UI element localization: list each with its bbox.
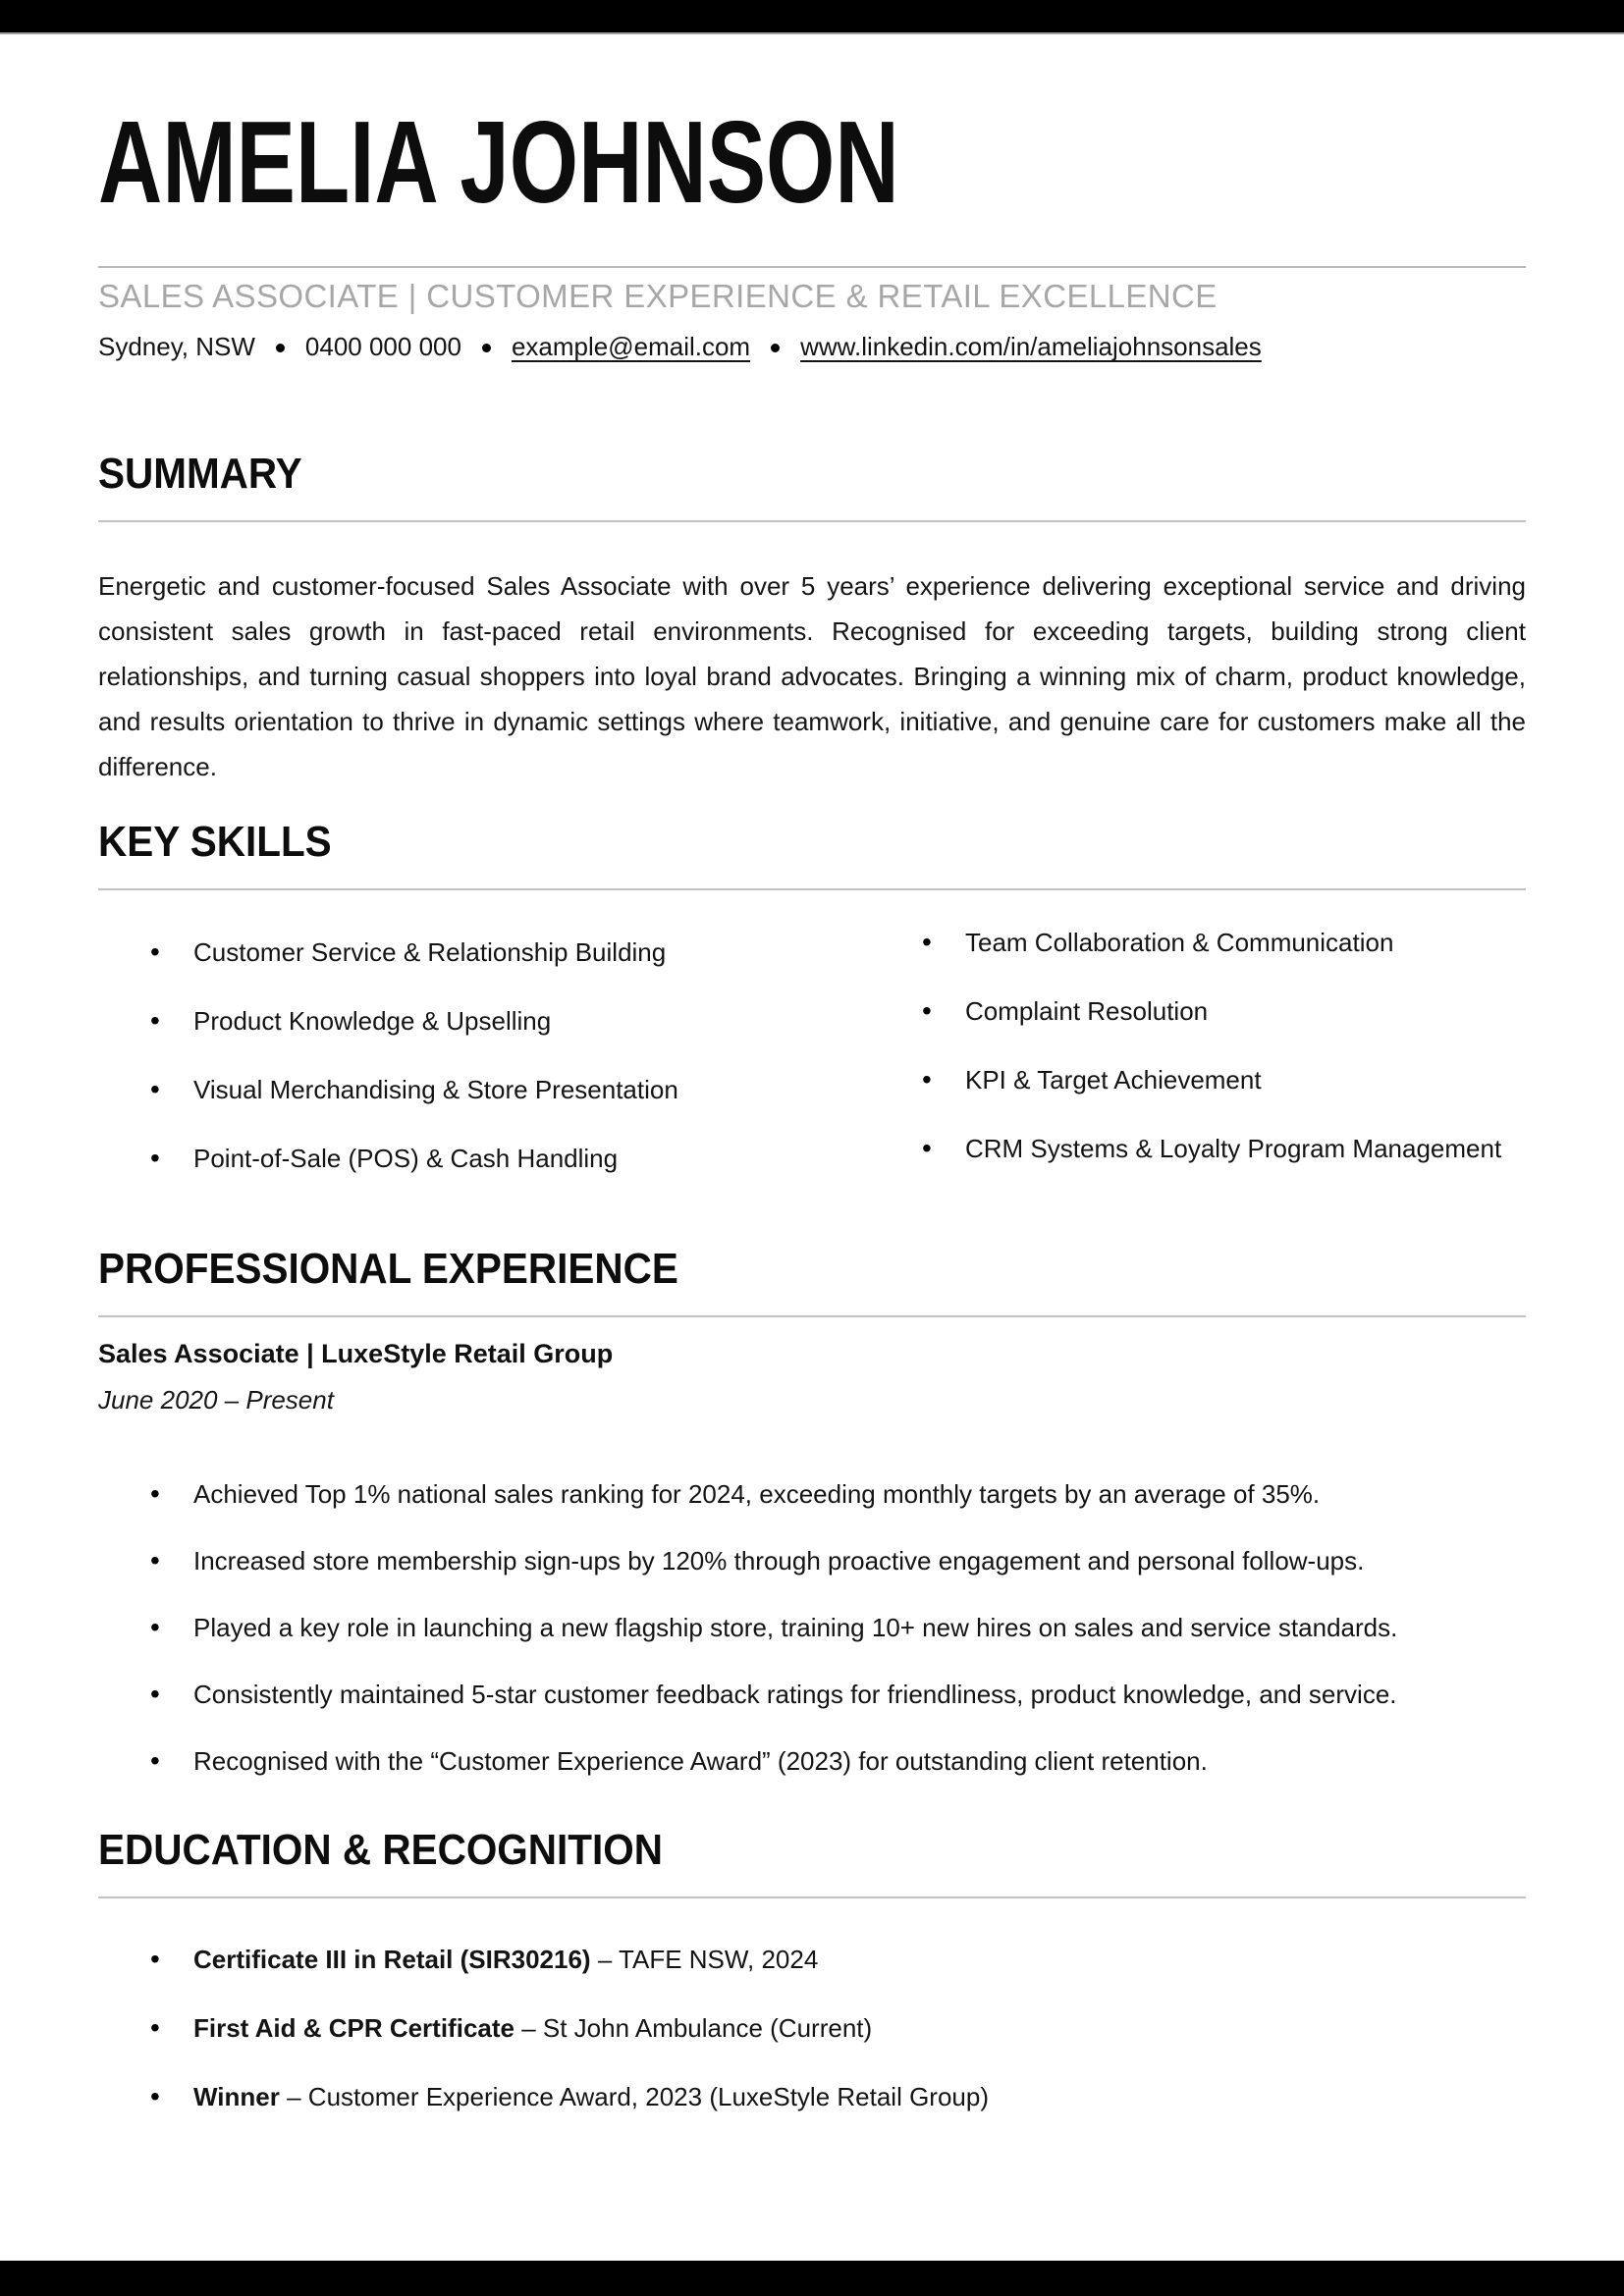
section-divider [98,1315,1526,1317]
education-item-detail: – Customer Experience Award, 2023 (LuxeStyle Retail Group) [279,2082,989,2111]
education-item-lead: Certificate III in Retail (SIR30216) [193,1945,591,1974]
contact-linkedin-link[interactable]: www.linkedin.com/in/ameliajohnsonsales [800,332,1262,361]
skill-item: • Visual Merchandising & Store Presentation [193,1067,922,1112]
section-key-skills [98,818,1526,1204]
section-experience [98,1245,1526,1784]
job-title: Sales Associate | LuxeStyle Retail Group [98,1339,614,1368]
contact-phone: 0400 000 000 [304,332,461,361]
bottom-accent-bar [0,2261,1624,2296]
experience-heading: PROFESSIONAL EXPERIENCE [98,1245,678,1293]
experience-bullet: • Achieved Top 1% national sales ranking for 2024, exceeding monthly targets by an average of 35%. [193,1471,1526,1517]
contact-location: Sydney, NSW [98,332,255,361]
job-date-range: June 2020 – Present [98,1385,334,1415]
experience-bullet-list [98,1471,1526,1784]
contact-email-link[interactable]: example@email.com [511,332,751,361]
experience-bullet: • Recognised with the “Customer Experience Award” (2023) for outstanding client retention. [193,1738,1526,1784]
skill-item: • CRM Systems & Loyalty Program Management [965,1126,1526,1171]
skill-item: • Customer Service & Relationship Building [193,930,922,975]
education-item-lead: Winner [193,2082,280,2111]
dot-separator-icon [482,344,491,352]
headline: SALES ASSOCIATE | CUSTOMER EXPERIENCE & RETAIL EXCELLENCE [98,278,1218,314]
skills-columns [98,930,1526,1204]
contact-line [98,329,1526,364]
skill-item: • Team Collaboration & Communication [965,920,1526,965]
section-divider [98,1896,1526,1898]
experience-bullet: • Consistently maintained 5-star customer feedback ratings for friendliness, product knowledge, and service. [193,1672,1526,1717]
headline-divider [98,266,1526,268]
experience-bullet: • Increased store membership sign-ups by 120% through proactive engagement and personal follow-ups. [193,1538,1526,1583]
dot-separator-icon [276,344,285,352]
top-accent-bar [0,0,1624,34]
skill-item: • Point-of-Sale (POS) & Cash Handling [193,1136,922,1181]
section-education [98,1826,1526,2119]
person-name: AMELIA JOHNSON [98,97,899,228]
skills-right-column [922,920,1526,1204]
dot-separator-icon [771,344,780,352]
education-bullet-list [98,1937,1526,2119]
summary-heading: SUMMARY [98,450,302,498]
skill-item: • Product Knowledge & Upselling [193,998,922,1043]
section-summary [98,450,1526,789]
education-item [193,2074,1526,2119]
skill-item: • KPI & Target Achievement [965,1057,1526,1102]
skills-left-column [150,930,922,1204]
education-item [193,1937,1526,1982]
key-skills-heading: KEY SKILLS [98,818,332,866]
experience-bullet: • Played a key role in launching a new flagship store, training 10+ new hires on sales and service standards. [193,1605,1526,1650]
resume-content [0,97,1624,2119]
education-item-detail: – TAFE NSW, 2024 [590,1945,819,1974]
section-divider [98,888,1526,890]
education-heading: EDUCATION & RECOGNITION [98,1826,663,1874]
skill-item: • Complaint Resolution [965,988,1526,1034]
section-divider [98,520,1526,522]
education-item-detail: – St John Ambulance (Current) [514,2013,873,2043]
education-item-lead: First Aid & CPR Certificate [193,2013,514,2043]
education-item [193,2005,1526,2051]
summary-text: Energetic and customer-focused Sales Associate with over 5 years’ experience delivering exceptional service and driving consistent sales growth in fast-paced retail environments. Recognised for exceeding targets, building strong client relationships, and turning casual shoppers into loyal brand advocates. Bringing a winning mix of charm, product knowledge, and results orientation to thrive in dynamic settings where teamwork, initiative, and genuine care for customers make all the difference. [98,571,1526,781]
